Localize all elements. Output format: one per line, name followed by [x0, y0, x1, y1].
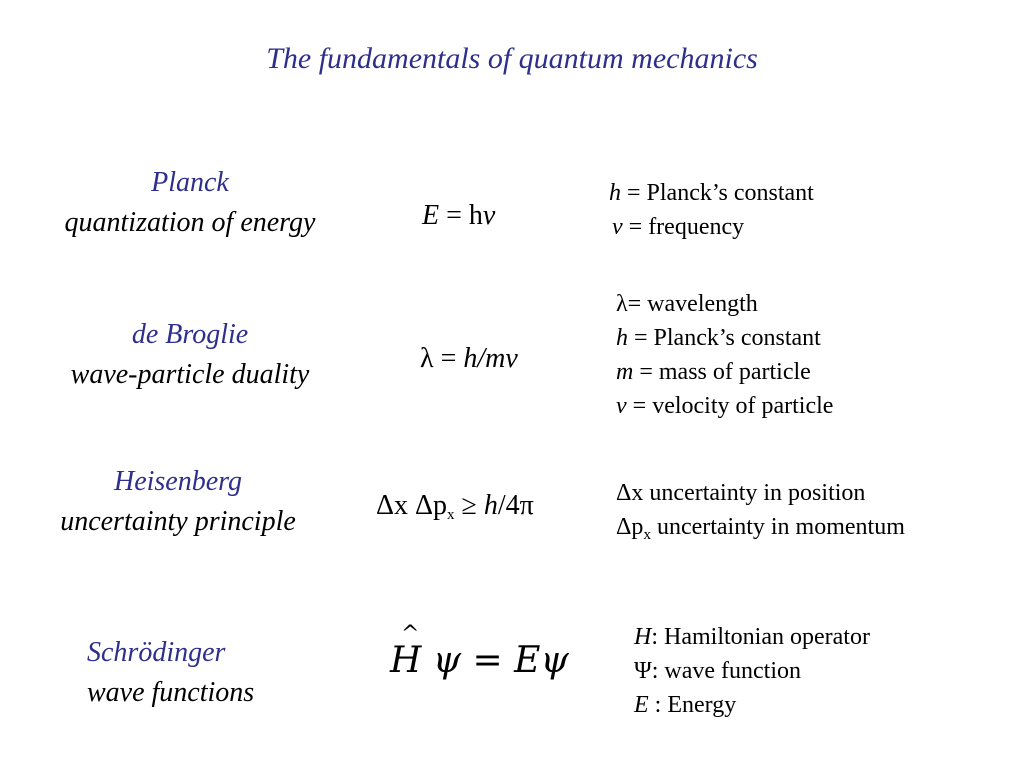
- subscript-x: x: [447, 507, 455, 523]
- page-title: The fundamentals of quantum mechanics: [266, 42, 758, 75]
- planck-equation: [422, 200, 495, 232]
- definition-line: h = Planck’s constant: [609, 180, 814, 206]
- definition-line: m = mass of particle: [616, 359, 811, 385]
- schrodinger-equation: [390, 622, 569, 681]
- lambda-symbol: λ: [420, 343, 434, 374]
- definition-line: E : Energy: [634, 692, 737, 718]
- frequency-symbol: ν: [482, 200, 496, 231]
- definition-line: Δx uncertainty in position: [616, 480, 866, 506]
- debroglie-definitions: [616, 287, 833, 423]
- planck-desc: quantization of energy: [64, 207, 316, 238]
- energy-symbol: E: [422, 200, 440, 231]
- hat-operator-icon: ^: [401, 622, 420, 647]
- definition-line: v = velocity of particle: [616, 393, 834, 419]
- debroglie-label: [30, 315, 350, 395]
- schrodinger-definitions: [634, 620, 870, 722]
- psi-symbol: ψ: [432, 640, 462, 681]
- energy-symbol: E: [514, 640, 541, 681]
- planck-name: Planck: [151, 167, 229, 198]
- equals-sign: =: [461, 640, 515, 681]
- planck-definitions: [609, 176, 814, 244]
- heisenberg-definitions: [616, 476, 905, 544]
- heisenberg-name: Heisenberg: [113, 466, 243, 497]
- definition-line: H: Hamiltonian operator: [634, 624, 870, 650]
- psi-symbol: ψ: [540, 640, 569, 681]
- four-pi: /4π: [497, 490, 534, 521]
- equals-sign: =: [439, 200, 469, 231]
- equals-sign: =: [433, 343, 464, 374]
- delta-x-delta-p: Δx Δp: [376, 490, 448, 521]
- debroglie-desc: wave-particle duality: [70, 359, 310, 390]
- definition-line: λ= wavelength: [616, 291, 758, 317]
- planck-h: h: [483, 490, 498, 521]
- schrodinger-label: [78, 633, 298, 713]
- heisenberg-desc: uncertainty principle: [60, 506, 296, 537]
- debroglie-rhs: h/mv: [463, 343, 518, 374]
- definition-line: h = Planck’s constant: [616, 325, 821, 351]
- definition-line: Ψ: wave function: [634, 658, 802, 684]
- debroglie-equation: [420, 343, 518, 375]
- schrodinger-name: Schrödinger: [87, 637, 226, 668]
- heisenberg-label: [18, 462, 338, 542]
- definition-line: ν = frequency: [612, 214, 745, 240]
- definition-line: $\Delta p_x$ uncertainty in momentum: [616, 514, 905, 543]
- debroglie-name: de Broglie: [131, 319, 249, 350]
- planck-label: [30, 163, 350, 243]
- planck-h: h: [468, 200, 483, 231]
- geq-sign: ≥: [454, 490, 484, 521]
- heisenberg-equation: [376, 490, 534, 522]
- schrodinger-desc: wave functions: [87, 677, 255, 708]
- hamiltonian-symbol: H: [390, 640, 422, 681]
